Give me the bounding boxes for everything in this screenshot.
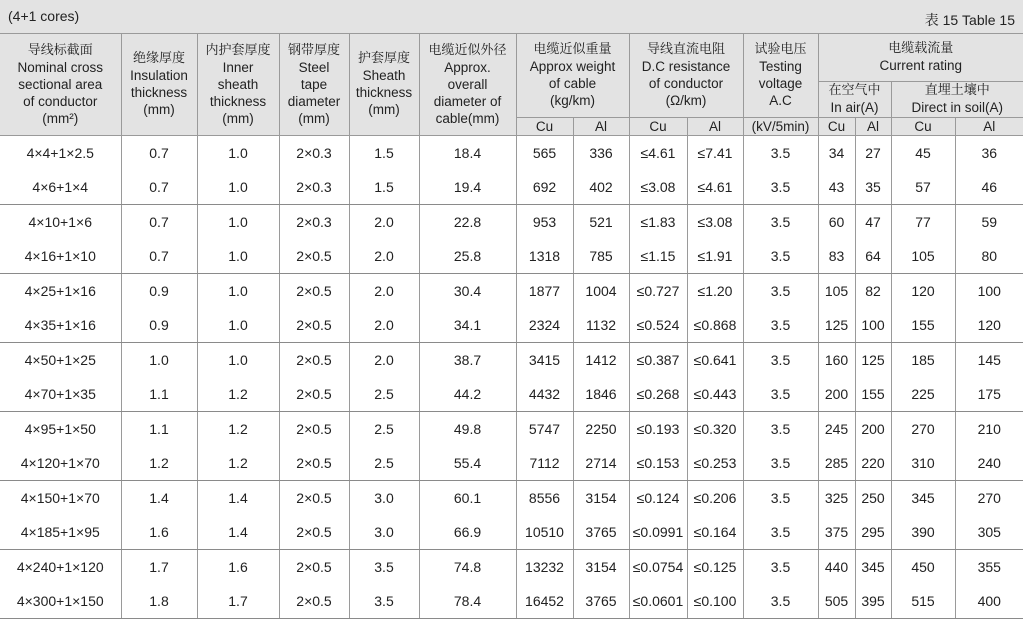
cell-test-voltage: 3.5 bbox=[743, 480, 818, 515]
cell-insulation: 0.7 bbox=[121, 204, 197, 239]
cell-soil-al: 120 bbox=[955, 308, 1023, 343]
cell-weight-al: 3765 bbox=[573, 515, 629, 550]
cell-weight-cu: 13232 bbox=[516, 549, 573, 584]
cell-resistance-cu: ≤0.524 bbox=[629, 308, 687, 343]
cell-sheath: 2.5 bbox=[349, 411, 419, 446]
cell-steel-tape: 2×0.5 bbox=[279, 308, 349, 343]
cell-resistance-al: ≤0.868 bbox=[687, 308, 743, 343]
cell-inner-sheath: 1.0 bbox=[197, 308, 279, 343]
table-row bbox=[0, 411, 1023, 446]
header-resistance-cu: Cu bbox=[629, 117, 687, 135]
header-sheath: 护套厚度 Sheath thickness (mm) bbox=[349, 34, 419, 135]
cell-overall-diameter: 74.8 bbox=[419, 549, 516, 584]
cell-sheath: 1.5 bbox=[349, 135, 419, 170]
cell-air-cu: 375 bbox=[818, 515, 855, 550]
cell-nominal-area: 4×150+1×70 bbox=[0, 480, 121, 515]
header-soil-al: Al bbox=[955, 117, 1023, 135]
cell-steel-tape: 2×0.5 bbox=[279, 584, 349, 619]
header-overall-diameter: 电缆近似外径 Approx. overall diameter of cable(mm) bbox=[419, 34, 516, 135]
header-soil-cu: Cu bbox=[891, 117, 955, 135]
cell-inner-sheath: 1.6 bbox=[197, 549, 279, 584]
cell-weight-al: 3765 bbox=[573, 584, 629, 619]
cell-insulation: 0.7 bbox=[121, 170, 197, 205]
cell-steel-tape: 2×0.5 bbox=[279, 480, 349, 515]
cell-nominal-area: 4×4+1×2.5 bbox=[0, 135, 121, 170]
cell-insulation: 1.4 bbox=[121, 480, 197, 515]
cell-inner-sheath: 1.0 bbox=[197, 204, 279, 239]
cell-soil-al: 240 bbox=[955, 446, 1023, 481]
cell-inner-sheath: 1.4 bbox=[197, 515, 279, 550]
cell-air-al: 125 bbox=[855, 342, 891, 377]
cell-air-cu: 200 bbox=[818, 377, 855, 412]
cable-spec-table bbox=[0, 34, 1023, 628]
cell-air-al: 155 bbox=[855, 377, 891, 412]
cell-nominal-area: 4×185+1×95 bbox=[0, 515, 121, 550]
table-row bbox=[0, 446, 1023, 481]
table-row bbox=[0, 584, 1023, 619]
cell-overall-diameter: 66.9 bbox=[419, 515, 516, 550]
cell-soil-cu: 105 bbox=[891, 239, 955, 274]
cell-soil-cu: 515 bbox=[891, 584, 955, 619]
cell-test-voltage: 3.5 bbox=[743, 342, 818, 377]
cell-test-voltage: 3.5 bbox=[743, 411, 818, 446]
cell-insulation: 0.9 bbox=[121, 308, 197, 343]
cell-soil-cu: 185 bbox=[891, 342, 955, 377]
header-test-voltage: 试验电压 Testing voltage A.C bbox=[743, 34, 818, 117]
cell-air-al: 200 bbox=[855, 411, 891, 446]
cell-steel-tape: 2×0.5 bbox=[279, 239, 349, 274]
cell-sheath: 2.0 bbox=[349, 239, 419, 274]
table-row bbox=[0, 515, 1023, 550]
cell-sheath: 2.0 bbox=[349, 273, 419, 308]
cell-soil-cu: 45 bbox=[891, 135, 955, 170]
cell-overall-diameter: 60.1 bbox=[419, 480, 516, 515]
cell-steel-tape: 2×0.5 bbox=[279, 273, 349, 308]
cell-steel-tape: 2×0.5 bbox=[279, 515, 349, 550]
cell-sheath: 3.5 bbox=[349, 584, 419, 619]
cell-steel-tape: 2×0.3 bbox=[279, 170, 349, 205]
cell-resistance-cu: ≤0.0601 bbox=[629, 584, 687, 619]
cell-weight-al: 1412 bbox=[573, 342, 629, 377]
cell-inner-sheath: 1.4 bbox=[197, 480, 279, 515]
cell-resistance-cu: ≤0.268 bbox=[629, 377, 687, 412]
cell-weight-cu: 5747 bbox=[516, 411, 573, 446]
header-weight-cu: Cu bbox=[516, 117, 573, 135]
cell-nominal-area: 4×25+1×16 bbox=[0, 273, 121, 308]
cell-sheath: 3.5 bbox=[349, 549, 419, 584]
cell-air-cu: 505 bbox=[818, 584, 855, 619]
cell-soil-al: 355 bbox=[977, 558, 1001, 575]
cell-resistance-cu: ≤3.08 bbox=[629, 170, 687, 205]
table-row bbox=[0, 377, 1023, 412]
cell-soil-cu: 390 bbox=[891, 515, 955, 550]
cell-nominal-area: 4×10+1×6 bbox=[0, 204, 121, 239]
cell-air-cu: 105 bbox=[818, 273, 855, 308]
cell-air-cu: 60 bbox=[818, 204, 855, 239]
cell-air-al: 220 bbox=[855, 446, 891, 481]
cell-soil-cu: 225 bbox=[891, 377, 955, 412]
cell-resistance-al: ≤1.91 bbox=[687, 239, 743, 274]
cell-insulation: 1.0 bbox=[121, 342, 197, 377]
cell-soil-al: 100 bbox=[977, 282, 1001, 299]
cell-weight-cu: 8556 bbox=[516, 480, 573, 515]
cell-air-cu: 125 bbox=[818, 308, 855, 343]
cell-nominal-area: 4×6+1×4 bbox=[0, 170, 121, 205]
cell-overall-diameter: 30.4 bbox=[419, 273, 516, 308]
cell-resistance-cu: ≤4.61 bbox=[629, 135, 687, 170]
caption-bar bbox=[0, 0, 1023, 34]
cell-overall-diameter: 49.8 bbox=[419, 411, 516, 446]
cell-insulation: 1.8 bbox=[121, 584, 197, 619]
cell-resistance-cu: ≤0.124 bbox=[629, 480, 687, 515]
cell-overall-diameter: 19.4 bbox=[419, 170, 516, 205]
cell-overall-diameter: 22.8 bbox=[419, 204, 516, 239]
cell-weight-cu: 3415 bbox=[516, 342, 573, 377]
cell-soil-al: 270 bbox=[977, 489, 1001, 506]
cell-weight-cu: 565 bbox=[516, 135, 573, 170]
cell-sheath: 2.0 bbox=[349, 204, 419, 239]
cell-soil-cu: 270 bbox=[891, 411, 955, 446]
cell-overall-diameter: 18.4 bbox=[419, 135, 516, 170]
table-number: 表 15 Table 15 bbox=[924, 12, 1015, 28]
cell-air-al: 295 bbox=[855, 515, 891, 550]
cell-overall-diameter: 44.2 bbox=[419, 377, 516, 412]
table-row bbox=[0, 204, 1023, 239]
cell-resistance-cu: ≤0.153 bbox=[629, 446, 687, 481]
cell-weight-cu: 10510 bbox=[516, 515, 573, 550]
cell-air-al: 345 bbox=[855, 549, 891, 584]
cell-air-cu: 160 bbox=[818, 342, 855, 377]
cell-soil-al: 59 bbox=[981, 213, 998, 230]
header-voltage-unit: (kV/5min) bbox=[743, 117, 818, 135]
cell-insulation: 0.7 bbox=[121, 135, 197, 170]
cell-soil-cu: 155 bbox=[891, 308, 955, 343]
cell-inner-sheath: 1.0 bbox=[197, 273, 279, 308]
cell-air-al: 47 bbox=[855, 204, 891, 239]
cell-steel-tape: 2×0.3 bbox=[279, 135, 349, 170]
cell-air-al: 27 bbox=[855, 135, 891, 170]
cell-sheath: 2.5 bbox=[349, 377, 419, 412]
cell-air-cu: 285 bbox=[818, 446, 855, 481]
cell-soil-al: 400 bbox=[955, 584, 1023, 619]
cell-insulation: 1.1 bbox=[121, 411, 197, 446]
table-header bbox=[0, 34, 1023, 135]
cell-air-cu: 83 bbox=[818, 239, 855, 274]
cell-resistance-al: ≤0.206 bbox=[687, 480, 743, 515]
cell-soil-al: 145 bbox=[977, 351, 1001, 368]
cell-nominal-area: 4×95+1×50 bbox=[0, 411, 121, 446]
cell-weight-cu: 16452 bbox=[516, 584, 573, 619]
cell-weight-al: 3154 bbox=[573, 480, 629, 515]
table-row bbox=[0, 239, 1023, 274]
cell-resistance-al: ≤7.41 bbox=[687, 135, 743, 170]
cell-sheath: 2.5 bbox=[349, 446, 419, 481]
header-nominal-area: 导线标截面 Nominal cross sectional area of conductor (mm²) bbox=[0, 34, 121, 135]
cell-soil-al: 210 bbox=[977, 420, 1001, 437]
cell-steel-tape: 2×0.5 bbox=[279, 411, 349, 446]
table-row bbox=[0, 135, 1023, 170]
cell-overall-diameter: 55.4 bbox=[419, 446, 516, 481]
cell-sheath: 1.5 bbox=[349, 170, 419, 205]
cell-resistance-cu: ≤1.15 bbox=[629, 239, 687, 274]
cell-air-al: 100 bbox=[855, 308, 891, 343]
cell-soil-cu: 120 bbox=[891, 273, 955, 308]
cell-weight-al: 521 bbox=[573, 204, 629, 239]
cell-test-voltage: 3.5 bbox=[743, 273, 818, 308]
cell-steel-tape: 2×0.3 bbox=[279, 204, 349, 239]
cell-sheath: 3.0 bbox=[349, 515, 419, 550]
cell-resistance-al: ≤0.100 bbox=[687, 584, 743, 619]
cell-soil-cu: 77 bbox=[891, 204, 955, 239]
table-row bbox=[0, 273, 1023, 308]
cell-soil-al: 36 bbox=[981, 144, 998, 161]
cell-air-cu: 43 bbox=[818, 170, 855, 205]
cell-sheath: 3.0 bbox=[349, 480, 419, 515]
cell-test-voltage: 3.5 bbox=[743, 170, 818, 205]
cell-air-al: 82 bbox=[855, 273, 891, 308]
cell-resistance-cu: ≤0.0991 bbox=[629, 515, 687, 550]
cell-weight-al: 785 bbox=[573, 239, 629, 274]
cell-nominal-area: 4×50+1×25 bbox=[0, 342, 121, 377]
cell-steel-tape: 2×0.5 bbox=[279, 446, 349, 481]
header-in-soil: 直埋土壤中 Direct in soil(A) bbox=[891, 81, 1023, 117]
cell-soil-al: 80 bbox=[955, 239, 1023, 274]
cell-insulation: 0.7 bbox=[121, 239, 197, 274]
cell-weight-al: 402 bbox=[573, 170, 629, 205]
cell-weight-al: 3154 bbox=[573, 549, 629, 584]
cell-air-al: 35 bbox=[855, 170, 891, 205]
cell-nominal-area: 4×240+1×120 bbox=[0, 549, 121, 584]
cell-weight-cu: 7112 bbox=[516, 446, 573, 481]
cell-resistance-al: ≤3.08 bbox=[687, 204, 743, 239]
cell-inner-sheath: 1.0 bbox=[197, 239, 279, 274]
cell-weight-cu: 692 bbox=[516, 170, 573, 205]
cell-soil-al: 46 bbox=[955, 170, 1023, 205]
cell-weight-cu: 4432 bbox=[516, 377, 573, 412]
cell-test-voltage: 3.5 bbox=[743, 549, 818, 584]
cell-sheath: 2.0 bbox=[349, 342, 419, 377]
cell-overall-diameter: 78.4 bbox=[419, 584, 516, 619]
cell-inner-sheath: 1.0 bbox=[197, 135, 279, 170]
cell-resistance-al: ≤0.443 bbox=[687, 377, 743, 412]
cell-overall-diameter: 38.7 bbox=[419, 342, 516, 377]
cell-air-cu: 440 bbox=[818, 549, 855, 584]
cell-steel-tape: 2×0.5 bbox=[279, 549, 349, 584]
cores-caption: (4+1 cores) bbox=[8, 8, 80, 24]
cell-inner-sheath: 1.2 bbox=[197, 411, 279, 446]
cell-inner-sheath: 1.0 bbox=[197, 342, 279, 377]
cell-insulation: 1.6 bbox=[121, 515, 197, 550]
cell-weight-cu: 953 bbox=[516, 204, 573, 239]
cell-resistance-al: ≤1.20 bbox=[687, 273, 743, 308]
cell-test-voltage: 3.5 bbox=[743, 204, 818, 239]
cell-weight-cu: 1318 bbox=[516, 239, 573, 274]
cell-test-voltage: 3.5 bbox=[743, 239, 818, 274]
cell-soil-cu: 345 bbox=[891, 480, 955, 515]
cell-resistance-cu: ≤1.83 bbox=[629, 204, 687, 239]
cell-soil-al: 175 bbox=[955, 377, 1023, 412]
cell-weight-al: 336 bbox=[573, 135, 629, 170]
cell-insulation: 1.1 bbox=[121, 377, 197, 412]
table-row bbox=[0, 308, 1023, 343]
cell-nominal-area: 4×300+1×150 bbox=[0, 584, 121, 619]
cell-resistance-al: ≤0.164 bbox=[687, 515, 743, 550]
cell-test-voltage: 3.5 bbox=[743, 584, 818, 619]
cell-air-al: 395 bbox=[855, 584, 891, 619]
table-row bbox=[0, 342, 1023, 377]
cell-test-voltage: 3.5 bbox=[743, 515, 818, 550]
header-current-rating: 电缆载流量 Current rating bbox=[818, 34, 1023, 81]
cell-resistance-al: ≤0.125 bbox=[687, 549, 743, 584]
header-weight: 电缆近似重量 Approx weight of cable (kg/km) bbox=[516, 34, 629, 117]
cell-test-voltage: 3.5 bbox=[743, 308, 818, 343]
table-row bbox=[0, 170, 1023, 205]
header-in-air: 在空气中 In air(A) bbox=[818, 81, 891, 117]
cell-overall-diameter: 25.8 bbox=[419, 239, 516, 274]
cell-steel-tape: 2×0.5 bbox=[279, 342, 349, 377]
cell-resistance-al: ≤0.253 bbox=[687, 446, 743, 481]
header-inner-sheath: 内护套厚度 Inner sheath thickness (mm) bbox=[197, 34, 279, 135]
table-body bbox=[0, 135, 1023, 628]
cell-weight-al: 1004 bbox=[573, 273, 629, 308]
cell-inner-sheath: 1.2 bbox=[197, 377, 279, 412]
header-resistance-al: Al bbox=[687, 117, 743, 135]
cell-weight-cu: 2324 bbox=[516, 308, 573, 343]
header-insulation: 绝缘厚度 Insulation thickness (mm) bbox=[121, 34, 197, 135]
header-resistance: 导线直流电阻 D.C resistance of conductor (Ω/km) bbox=[629, 34, 743, 117]
cell-weight-al: 1132 bbox=[573, 308, 629, 343]
cell-insulation: 1.7 bbox=[121, 549, 197, 584]
cell-resistance-cu: ≤0.727 bbox=[629, 273, 687, 308]
cell-soil-cu: 57 bbox=[891, 170, 955, 205]
cell-soil-cu: 310 bbox=[891, 446, 955, 481]
cell-weight-cu: 1877 bbox=[516, 273, 573, 308]
cell-nominal-area: 4×16+1×10 bbox=[0, 239, 121, 274]
cell-air-cu: 325 bbox=[818, 480, 855, 515]
cell-sheath: 2.0 bbox=[349, 308, 419, 343]
header-steel-tape: 钢带厚度 Steel tape diameter (mm) bbox=[279, 34, 349, 135]
cell-inner-sheath: 1.0 bbox=[197, 170, 279, 205]
cell-steel-tape: 2×0.5 bbox=[279, 377, 349, 412]
cell-nominal-area: 4×35+1×16 bbox=[0, 308, 121, 343]
cell-nominal-area: 4×70+1×35 bbox=[0, 377, 121, 412]
cell-air-al: 250 bbox=[855, 480, 891, 515]
cell-soil-al: 305 bbox=[955, 515, 1023, 550]
cell-inner-sheath: 1.7 bbox=[197, 584, 279, 619]
header-weight-al: Al bbox=[573, 117, 629, 135]
cell-overall-diameter: 34.1 bbox=[419, 308, 516, 343]
cell-test-voltage: 3.5 bbox=[743, 377, 818, 412]
cell-weight-al: 2714 bbox=[573, 446, 629, 481]
cell-test-voltage: 3.5 bbox=[743, 135, 818, 170]
cell-insulation: 1.2 bbox=[121, 446, 197, 481]
table-row bbox=[0, 480, 1023, 515]
cell-resistance-cu: ≤0.0754 bbox=[629, 549, 687, 584]
cell-resistance-al: ≤0.641 bbox=[687, 342, 743, 377]
header-air-cu: Cu bbox=[818, 117, 855, 135]
cell-resistance-al: ≤0.320 bbox=[687, 411, 743, 446]
cell-weight-al: 1846 bbox=[573, 377, 629, 412]
cell-resistance-cu: ≤0.387 bbox=[629, 342, 687, 377]
cell-resistance-al: ≤4.61 bbox=[687, 170, 743, 205]
cell-weight-al: 2250 bbox=[573, 411, 629, 446]
cell-air-al: 64 bbox=[855, 239, 891, 274]
table-row bbox=[0, 549, 1023, 584]
cell-inner-sheath: 1.2 bbox=[197, 446, 279, 481]
cell-air-cu: 245 bbox=[818, 411, 855, 446]
cell-nominal-area: 4×120+1×70 bbox=[0, 446, 121, 481]
cell-insulation: 0.9 bbox=[121, 273, 197, 308]
cell-air-cu: 34 bbox=[818, 135, 855, 170]
cell-resistance-cu: ≤0.193 bbox=[629, 411, 687, 446]
cell-soil-cu: 450 bbox=[891, 549, 955, 584]
header-air-al: Al bbox=[855, 117, 891, 135]
cell-test-voltage: 3.5 bbox=[743, 446, 818, 481]
